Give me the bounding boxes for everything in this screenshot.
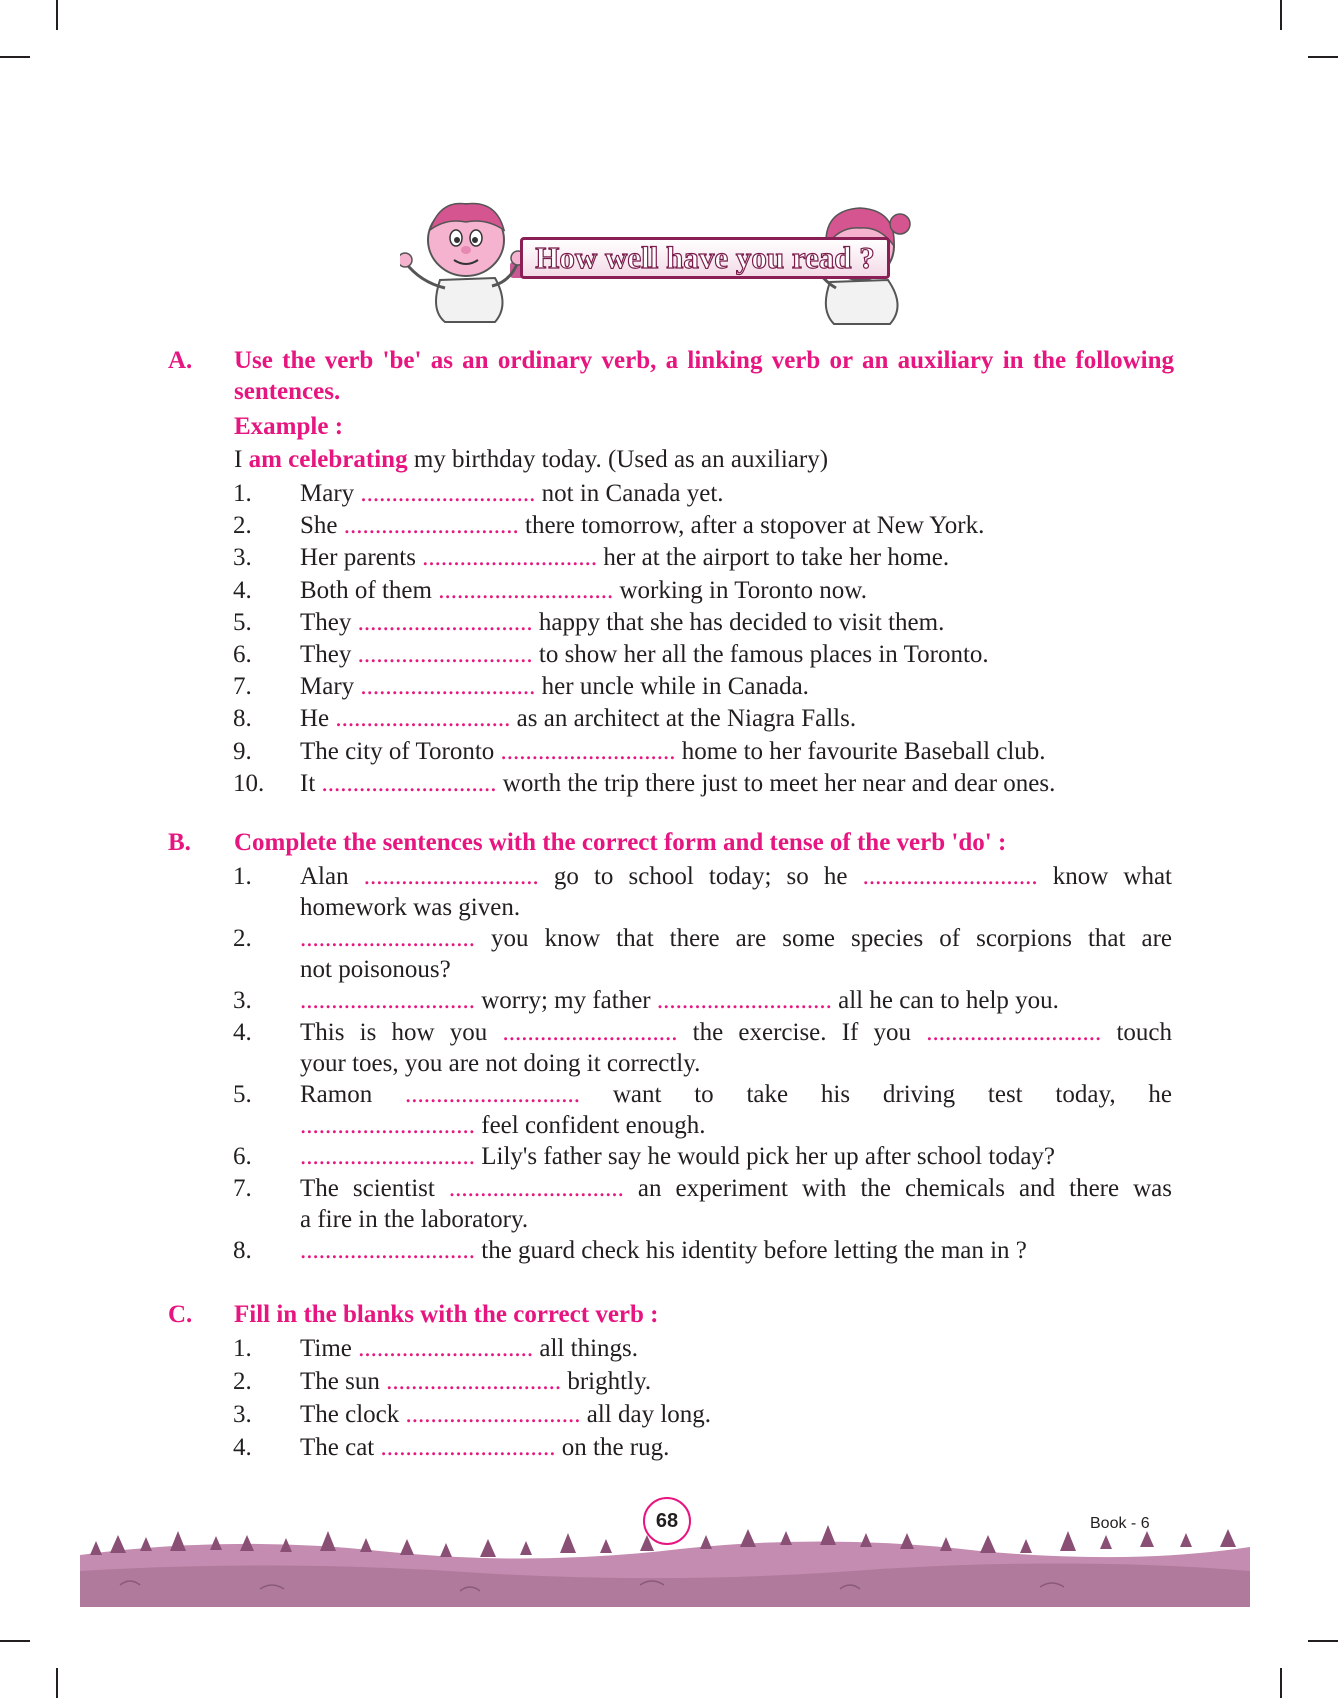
list-item xyxy=(300,1173,1172,1235)
item-number: 10. xyxy=(233,769,265,797)
answer-blank: ............................ xyxy=(380,1434,556,1461)
item-text: happy that she has decided to visit them. xyxy=(532,608,945,636)
item-number: 4. xyxy=(233,576,252,604)
item-text: Her parents xyxy=(300,544,423,572)
item-text: They xyxy=(300,608,358,636)
item-number: 1. xyxy=(233,863,252,890)
item-line xyxy=(300,1079,1172,1110)
answer-blank: ............................ xyxy=(300,1237,475,1264)
banner-title: How well have you read ? xyxy=(520,237,890,279)
item-text: Mary xyxy=(300,673,361,701)
answer-blank: ............................ xyxy=(300,987,475,1014)
item-number: 4. xyxy=(233,1019,252,1046)
item-text: all he can to help you. xyxy=(831,987,1059,1014)
item-text: the guard check his identity before letting the man in ? xyxy=(475,1237,1027,1264)
list-item xyxy=(300,861,1172,923)
section-b-heading: Complete the sentences with the correct form and tense of the verb 'do' : xyxy=(234,829,1007,856)
item-text: worth the trip there just to meet her near and dear ones. xyxy=(496,769,1056,797)
list-item xyxy=(300,923,1172,985)
item-line xyxy=(300,1173,1172,1204)
list-item xyxy=(300,1366,1172,1397)
item-text: to show her all the famous places in Toronto. xyxy=(532,641,989,668)
item-text: home to her favourite Baseball club. xyxy=(675,737,1046,765)
answer-blank: ............................ xyxy=(357,608,533,636)
example-label: Example : xyxy=(234,413,344,440)
item-line xyxy=(300,861,1172,892)
item-text: want to take his driving test today, he xyxy=(580,1081,1173,1108)
list-item xyxy=(300,1235,1172,1266)
item-text: worry; my father xyxy=(475,987,657,1014)
crop-mark xyxy=(1308,1640,1338,1642)
item-line xyxy=(300,1143,1055,1170)
answer-blank: ............................ xyxy=(363,863,539,890)
list-item xyxy=(300,671,1172,702)
item-text: all day long. xyxy=(580,1401,712,1428)
answer-blank: ............................ xyxy=(422,544,598,572)
section-a-label: A. xyxy=(168,347,193,374)
answer-blank: ............................ xyxy=(405,1401,581,1428)
item-number: 1. xyxy=(233,480,252,507)
crop-mark xyxy=(0,56,30,58)
item-number: 2. xyxy=(233,925,252,952)
item-text: It xyxy=(300,769,322,797)
list-item xyxy=(300,1432,1172,1463)
example-sentence xyxy=(234,444,828,475)
answer-blank: ............................ xyxy=(448,1175,624,1202)
list-item xyxy=(300,1141,1172,1172)
item-number: 7. xyxy=(233,1175,252,1202)
book-label: Book - 6 xyxy=(1090,1515,1150,1532)
item-text: an experiment with the chemicals and there was xyxy=(623,1175,1172,1202)
list-item xyxy=(300,478,1172,509)
item-number: 2. xyxy=(233,512,252,540)
item-text: brightly. xyxy=(561,1368,652,1395)
item-text: The cat xyxy=(300,1434,381,1461)
item-text: They xyxy=(300,641,358,668)
crop-mark xyxy=(0,1640,30,1642)
answer-blank: ............................ xyxy=(656,987,832,1014)
list-item xyxy=(300,703,1172,734)
item-number: 5. xyxy=(233,608,252,636)
item-text: The sun xyxy=(300,1368,387,1395)
list-item xyxy=(300,510,1172,541)
item-text: She xyxy=(300,512,344,540)
answer-blank: ............................ xyxy=(386,1368,562,1395)
list-item xyxy=(300,639,1172,670)
section-c-label: C. xyxy=(168,1301,193,1328)
answer-blank: ............................ xyxy=(343,512,519,540)
item-number: 1. xyxy=(233,1335,252,1362)
item-text: your toes, you are not doing it correctly. xyxy=(300,1050,701,1077)
item-number: 3. xyxy=(233,1401,252,1428)
answer-blank: ............................ xyxy=(300,1143,475,1170)
example-suffix: my birthday today. (Used as an auxiliary) xyxy=(407,446,829,473)
answer-blank: ............................ xyxy=(300,925,475,952)
section-b-label: B. xyxy=(168,829,191,856)
boy-cartoon-icon xyxy=(400,204,525,322)
section-a-heading: Use the verb 'be' as an ordinary verb, a linking verb or an auxiliary in the following sentences. xyxy=(234,347,1174,405)
answer-blank: ............................ xyxy=(502,1019,678,1046)
item-text: the exercise. If you xyxy=(677,1019,927,1046)
item-text: go to school today; so he xyxy=(538,863,863,890)
item-text: her uncle while in Canada. xyxy=(535,673,809,701)
answer-blank: ............................ xyxy=(500,737,676,765)
item-text: Alan xyxy=(300,863,364,890)
answer-blank: ............................ xyxy=(862,863,1038,890)
list-item xyxy=(300,985,1172,1016)
answer-blank: ............................ xyxy=(300,1112,475,1139)
example-prefix: I xyxy=(234,446,249,473)
item-number: 7. xyxy=(233,673,252,701)
item-text: her at the airport to take her home. xyxy=(597,544,950,572)
example-highlight: am celebrating xyxy=(248,446,408,473)
page-number: 68 xyxy=(643,1497,691,1545)
answer-blank: ............................ xyxy=(926,1019,1102,1046)
item-number: 5. xyxy=(233,1081,252,1108)
list-item xyxy=(300,768,1172,799)
item-line xyxy=(300,987,1059,1014)
item-line xyxy=(300,1237,1027,1264)
item-text: all things. xyxy=(533,1335,638,1362)
crop-mark xyxy=(1280,0,1282,30)
item-text: Time xyxy=(300,1335,359,1362)
item-number: 2. xyxy=(233,1368,252,1395)
item-number: 6. xyxy=(233,641,252,668)
answer-blank: ............................ xyxy=(321,769,497,797)
item-text: Lily's father say he would pick her up after school today? xyxy=(475,1143,1056,1170)
item-number: 3. xyxy=(233,544,252,572)
answer-blank: ............................ xyxy=(360,480,536,507)
item-text: The city of Toronto xyxy=(300,737,501,765)
item-text: feel confident enough. xyxy=(475,1112,706,1139)
list-item xyxy=(300,607,1172,638)
item-text: there tomorrow, after a stopover at New York. xyxy=(518,512,985,540)
item-text: on the rug. xyxy=(555,1434,670,1461)
item-number: 4. xyxy=(233,1434,252,1461)
item-text: homework was given. xyxy=(300,894,521,921)
list-item xyxy=(300,1333,1172,1364)
item-text: as an architect at the Niagra Falls. xyxy=(510,705,857,733)
item-text: This is how you xyxy=(300,1019,503,1046)
answer-blank: ............................ xyxy=(357,641,533,668)
list-item xyxy=(300,542,1172,573)
item-text: The clock xyxy=(300,1401,406,1428)
list-item xyxy=(300,575,1172,606)
item-line xyxy=(300,1017,1172,1048)
item-text: He xyxy=(300,705,336,733)
list-item xyxy=(300,1399,1172,1430)
item-text: not poisonous? xyxy=(300,956,451,983)
item-number: 9. xyxy=(233,737,252,765)
crop-mark xyxy=(1308,56,1338,58)
answer-blank: ............................ xyxy=(405,1081,581,1108)
item-text: not in Canada yet. xyxy=(535,480,724,507)
item-text: touch xyxy=(1101,1019,1172,1046)
answer-blank: ............................ xyxy=(438,576,614,604)
item-number: 8. xyxy=(233,1237,252,1264)
answer-blank: ............................ xyxy=(335,705,511,733)
crop-mark xyxy=(56,0,58,30)
crop-mark xyxy=(1280,1668,1282,1698)
item-text: working in Toronto now. xyxy=(613,576,867,604)
item-number: 8. xyxy=(233,705,252,733)
item-text: Mary xyxy=(300,480,361,507)
section-c-heading: Fill in the blanks with the correct verb : xyxy=(234,1301,659,1328)
item-text: you know that there are some species of scorpions that are xyxy=(475,925,1172,952)
item-number: 6. xyxy=(233,1143,252,1170)
item-line xyxy=(300,1110,1172,1141)
item-text: The scientist xyxy=(300,1175,449,1202)
item-text: a fire in the laboratory. xyxy=(300,1206,529,1233)
item-number: 3. xyxy=(233,987,252,1014)
answer-blank: ............................ xyxy=(358,1335,534,1362)
list-item xyxy=(300,1017,1172,1079)
item-text: know what xyxy=(1037,863,1172,890)
list-item xyxy=(300,1079,1172,1141)
crop-mark xyxy=(56,1668,58,1698)
item-line xyxy=(300,923,1172,954)
item-text: Both of them xyxy=(300,576,439,604)
answer-blank: ............................ xyxy=(360,673,536,701)
list-item xyxy=(300,736,1172,767)
item-text: Ramon xyxy=(300,1081,406,1108)
